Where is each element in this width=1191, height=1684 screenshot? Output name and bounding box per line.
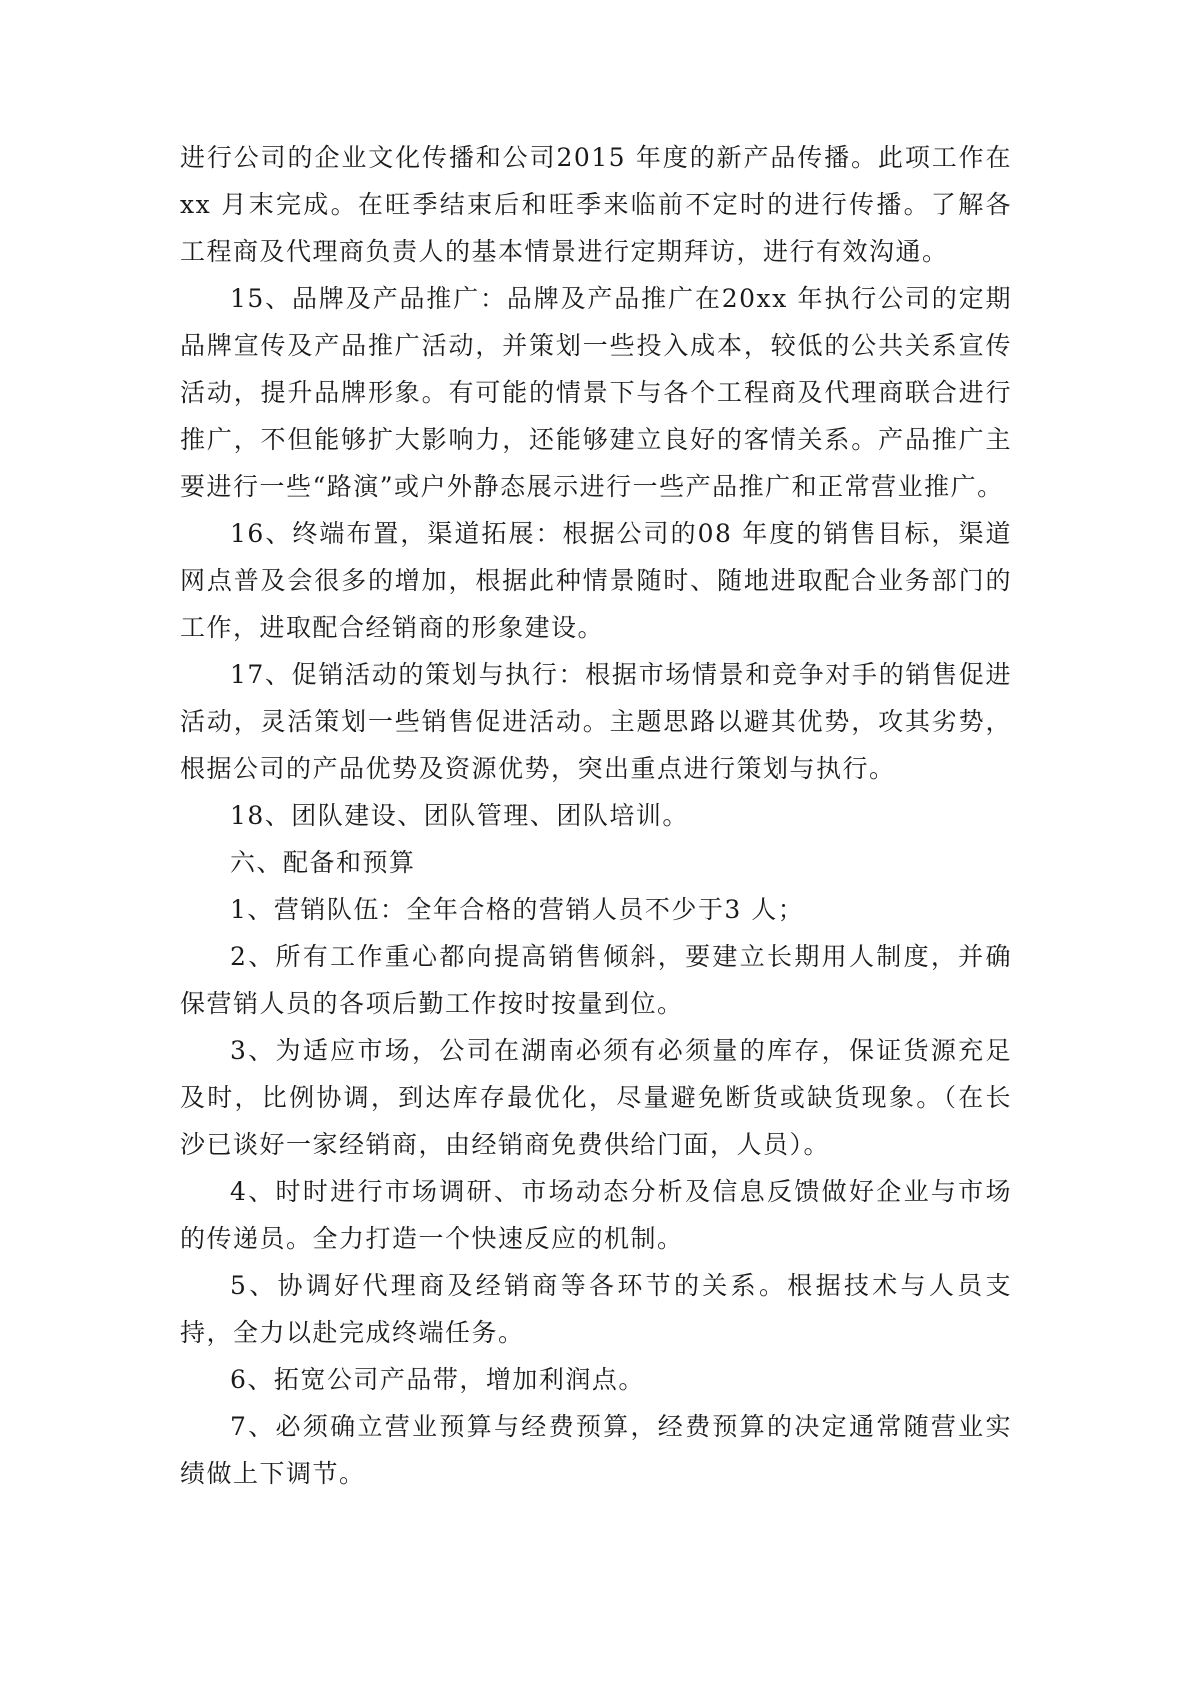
paragraph-budget-3: 3、为适应市场，公司在湖南必须有必须量的库存，保证货源充足及时，比例协调，到达库存最优化，尽量避免断货或缺货现象。（在长沙已谈好一家经销商，由经销商免费供给门面，人员）。 — [180, 1036, 1012, 1159]
paragraph-budget-6: 6、拓宽公司产品带，增加利润点。 — [230, 1365, 645, 1394]
paragraph-budget-5: 5、协调好代理商及经销商等各环节的关系。根据技术与人员支持，全力以赴完成终端任务。 — [180, 1271, 1012, 1347]
paragraph-item-17: 17、促销活动的策划与执行：根据市场情景和竞争对手的销售促进活动，灵活策划一些销售促进活动。主题思路以避其优势，攻其劣势，根据公司的产品优势及资源优势，突出重点进行策划与执行。 — [180, 660, 1012, 783]
paragraph-budget-4: 4、时时进行市场调研、市场动态分析及信息反馈做好企业与市场的传递员。全力打造一个快速反应的机制。 — [180, 1177, 1012, 1253]
paragraph-item-15: 15、品牌及产品推广：品牌及产品推广在20xx 年执行公司的定期品牌宣传及产品推广活动，并策划一些投入成本，较低的公共关系宣传活动，提升品牌形象。有可能的情景下与各个工程商及代理商联合进行推广，不但能够扩大影响力，还能够建立良好的客情关系。产品推广主要进行一些“路演”或户外静态展示进行一些产品推广和正常营业推广。 — [180, 284, 1012, 501]
paragraph-budget-7: 7、必须确立营业预算与经费预算，经费预算的决定通常随营业实绩做上下调节。 — [180, 1412, 1012, 1488]
paragraph-budget-1: 1、营销队伍：全年合格的营销人员不少于3 人； — [230, 895, 805, 924]
paragraph-item-18: 18、团队建设、团队管理、团队培训。 — [230, 801, 689, 830]
document-body — [180, 134, 1012, 1497]
section-heading-six: 六、配备和预算 — [230, 848, 416, 877]
paragraph-budget-2: 2、所有工作重心都向提高销售倾斜，要建立长期用人制度，并确保营销人员的各项后勤工作按时按量到位。 — [180, 942, 1012, 1018]
paragraph-item-16: 16、终端布置，渠道拓展：根据公司的08 年度的销售目标，渠道网点普及会很多的增加，根据此种情景随时、随地进取配合业务部门的工作，进取配合经销商的形象建设。 — [180, 519, 1012, 642]
paragraph-intro: 进行公司的企业文化传播和公司2015 年度的新产品传播。此项工作在xx 月末完成。在旺季结束后和旺季来临前不定时的进行传播。了解各工程商及代理商负责人的基本情景进行定期拜访，进行有效沟通。 — [180, 143, 1012, 266]
